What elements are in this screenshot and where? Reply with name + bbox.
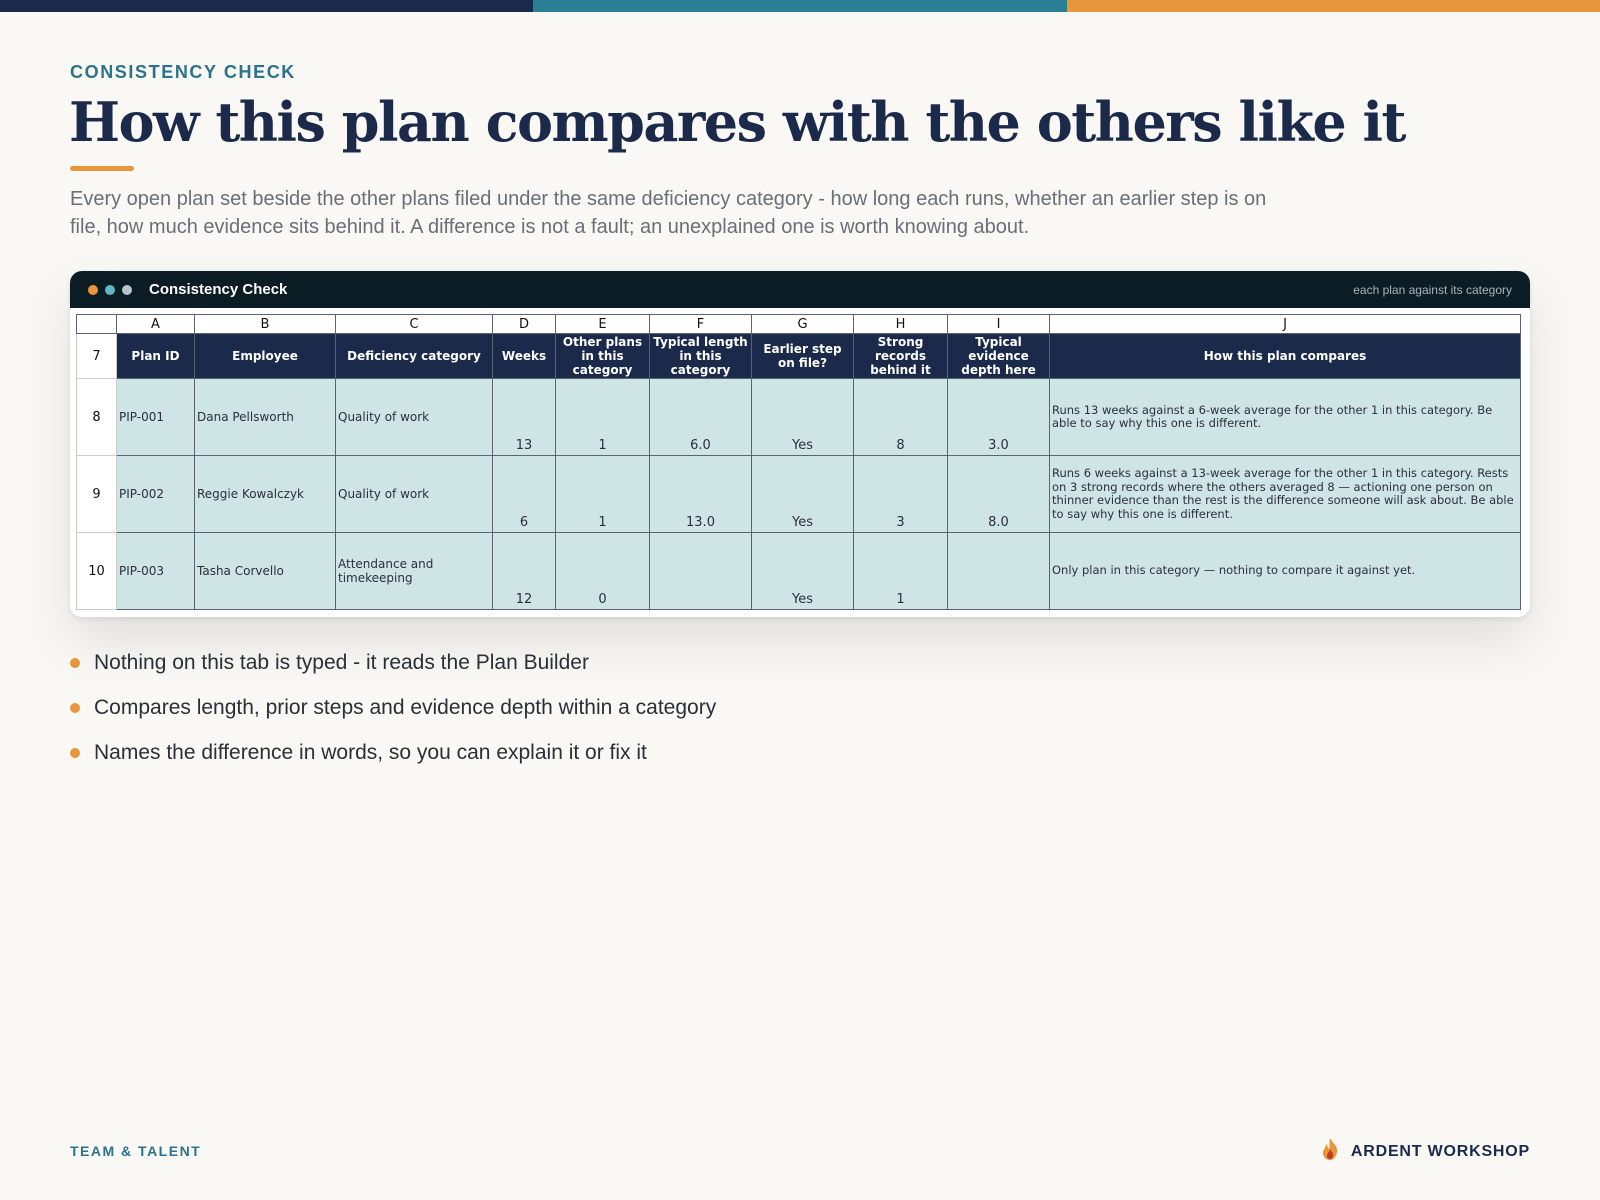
cell-employee[interactable]: Dana Pellsworth bbox=[195, 379, 336, 456]
list-item bbox=[70, 685, 716, 730]
cell-strong-records[interactable]: 3 bbox=[854, 456, 948, 533]
stripe-segment-teal bbox=[533, 0, 1066, 12]
cell-typical-length[interactable] bbox=[650, 533, 752, 610]
list-item bbox=[70, 640, 716, 685]
section-eyebrow: CONSISTENCY CHECK bbox=[70, 62, 296, 82]
table-header-row bbox=[77, 334, 1521, 379]
cell-other-plans[interactable]: 1 bbox=[556, 456, 650, 533]
window-title: Consistency Check bbox=[149, 281, 288, 298]
column-header-d[interactable]: D bbox=[493, 315, 556, 334]
header-other-plans[interactable]: Other plans in this category bbox=[556, 334, 650, 379]
header-deficiency-category[interactable]: Deficiency category bbox=[336, 334, 493, 379]
bullet-dot-icon bbox=[70, 658, 80, 668]
stripe-segment-navy bbox=[0, 0, 533, 12]
page-title: How this plan compares with the others like it bbox=[69, 90, 1406, 154]
column-header-a[interactable]: A bbox=[117, 315, 195, 334]
cell-earlier-step[interactable]: Yes bbox=[752, 456, 854, 533]
column-header-g[interactable]: G bbox=[752, 315, 854, 334]
row-number[interactable]: 10 bbox=[77, 533, 117, 610]
stripe-segment-orange bbox=[1067, 0, 1600, 12]
column-letter-row bbox=[77, 315, 1521, 334]
table-row bbox=[77, 533, 1521, 610]
column-header-i[interactable]: I bbox=[948, 315, 1050, 334]
column-header-b[interactable]: B bbox=[195, 315, 336, 334]
cell-typical-evidence[interactable]: 3.0 bbox=[948, 379, 1050, 456]
list-item bbox=[70, 730, 716, 775]
header-employee[interactable]: Employee bbox=[195, 334, 336, 379]
window-dot-orange bbox=[88, 285, 98, 295]
row-number[interactable]: 7 bbox=[77, 334, 117, 379]
top-color-stripe bbox=[0, 0, 1600, 12]
bullet-dot-icon bbox=[70, 748, 80, 758]
header-typical-evidence[interactable]: Typical evidence depth here bbox=[948, 334, 1050, 379]
cell-strong-records[interactable]: 1 bbox=[854, 533, 948, 610]
column-header-f[interactable]: F bbox=[650, 315, 752, 334]
column-header-c[interactable]: C bbox=[336, 315, 493, 334]
header-earlier-step[interactable]: Earlier step on file? bbox=[752, 334, 854, 379]
bullet-text: Nothing on this tab is typed - it reads the Plan Builder bbox=[94, 650, 589, 674]
cell-category[interactable]: Attendance and timekeeping bbox=[336, 533, 493, 610]
window-note: each plan against its category bbox=[1353, 282, 1512, 297]
cell-typical-evidence[interactable] bbox=[948, 533, 1050, 610]
table-row bbox=[77, 456, 1521, 533]
cell-comparison[interactable]: Only plan in this category — nothing to compare it against yet. bbox=[1050, 533, 1521, 610]
cell-category[interactable]: Quality of work bbox=[336, 456, 493, 533]
cell-plan-id[interactable]: PIP-003 bbox=[117, 533, 195, 610]
bullet-text: Compares length, prior steps and evidence depth within a category bbox=[94, 695, 717, 719]
brand-name: ARDENT WORKSHOP bbox=[1350, 1142, 1530, 1160]
spreadsheet-window bbox=[70, 271, 1530, 617]
cell-comparison[interactable]: Runs 6 weeks against a 13-week average for the other 1 in this category. Rests on 3 strong records where the others averaged 8 — actioning one person on thinner evidence than the rest is the difference someone will ask about. Be able to say why this one is different. bbox=[1050, 456, 1521, 533]
header-typical-length[interactable]: Typical length in this category bbox=[650, 334, 752, 379]
row-number[interactable]: 8 bbox=[77, 379, 117, 456]
cell-comparison[interactable]: Runs 13 weeks against a 6-week average for the other 1 in this category. Be able to say why this one is different. bbox=[1050, 379, 1521, 456]
cell-typical-length[interactable]: 6.0 bbox=[650, 379, 752, 456]
consistency-table bbox=[76, 314, 1521, 610]
cell-plan-id[interactable]: PIP-002 bbox=[117, 456, 195, 533]
bullet-text: Names the difference in words, so you can explain it or fix it bbox=[94, 740, 647, 764]
cell-plan-id[interactable]: PIP-001 bbox=[117, 379, 195, 456]
bullet-dot-icon bbox=[70, 703, 80, 713]
window-dot-teal bbox=[105, 285, 115, 295]
cell-employee[interactable]: Reggie Kowalczyk bbox=[195, 456, 336, 533]
footer-brand-block bbox=[1319, 1137, 1530, 1166]
cell-other-plans[interactable]: 1 bbox=[556, 379, 650, 456]
cell-employee[interactable]: Tasha Corvello bbox=[195, 533, 336, 610]
cell-category[interactable]: Quality of work bbox=[336, 379, 493, 456]
cell-typical-length[interactable]: 13.0 bbox=[650, 456, 752, 533]
column-header-e[interactable]: E bbox=[556, 315, 650, 334]
column-header-h[interactable]: H bbox=[854, 315, 948, 334]
cell-earlier-step[interactable]: Yes bbox=[752, 379, 854, 456]
flame-icon bbox=[1319, 1137, 1341, 1166]
cell-typical-evidence[interactable]: 8.0 bbox=[948, 456, 1050, 533]
cell-weeks[interactable]: 12 bbox=[493, 533, 556, 610]
table-row bbox=[77, 379, 1521, 456]
page-description: Every open plan set beside the other plans filed under the same deficiency category - how long each runs, whether an earlier step is on file, how much evidence sits behind it. A difference is not a fault; an unexplained one is worth knowing about. bbox=[70, 188, 1267, 238]
title-underline bbox=[70, 166, 134, 171]
select-all-corner[interactable] bbox=[77, 315, 117, 334]
column-header-j[interactable]: J bbox=[1050, 315, 1521, 334]
cell-earlier-step[interactable]: Yes bbox=[752, 533, 854, 610]
sheet-grid bbox=[76, 314, 1521, 610]
header-plan-id[interactable]: Plan ID bbox=[117, 334, 195, 379]
bullet-list bbox=[70, 640, 716, 775]
header-comparison[interactable]: How this plan compares bbox=[1050, 334, 1521, 379]
cell-weeks[interactable]: 6 bbox=[493, 456, 556, 533]
header-weeks[interactable]: Weeks bbox=[493, 334, 556, 379]
cell-weeks[interactable]: 13 bbox=[493, 379, 556, 456]
window-title-bar bbox=[70, 271, 1530, 308]
cell-strong-records[interactable]: 8 bbox=[854, 379, 948, 456]
window-dot-grey bbox=[122, 285, 132, 295]
row-number[interactable]: 9 bbox=[77, 456, 117, 533]
header-strong-records[interactable]: Strong records behind it bbox=[854, 334, 948, 379]
cell-other-plans[interactable]: 0 bbox=[556, 533, 650, 610]
footer-section-label: TEAM & TALENT bbox=[70, 1143, 202, 1159]
